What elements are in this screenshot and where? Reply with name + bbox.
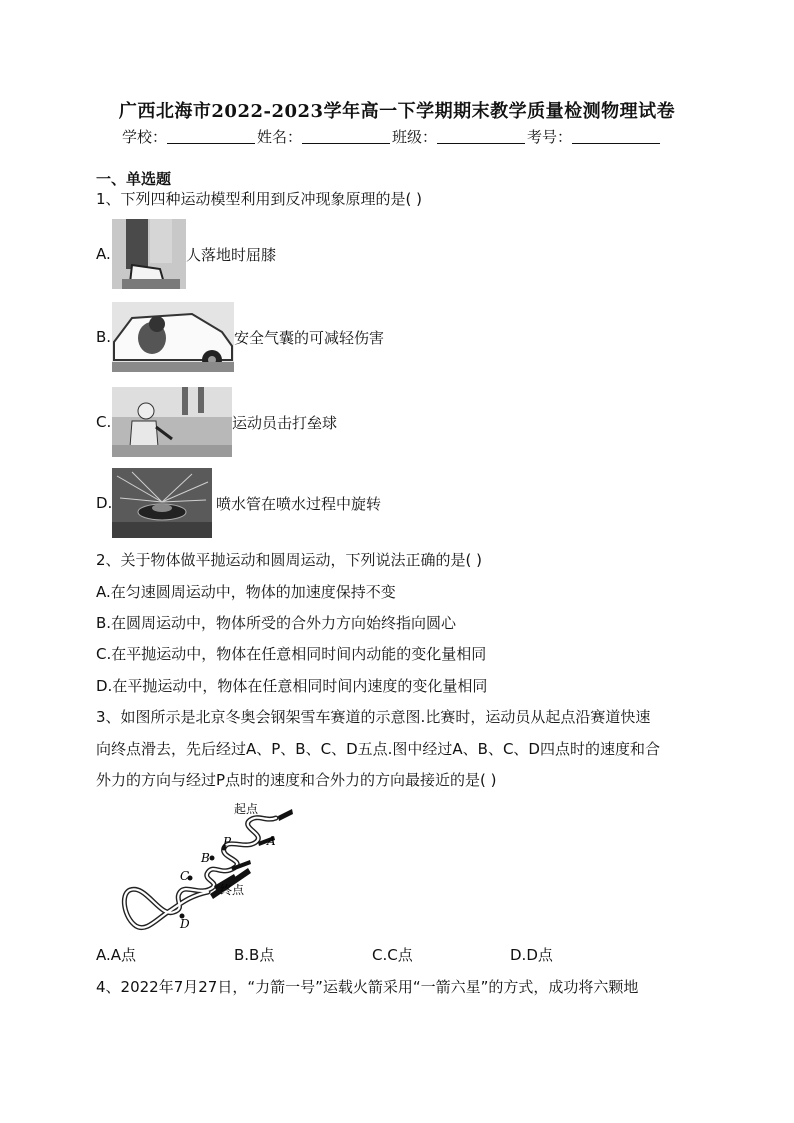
label-a: A	[267, 834, 276, 848]
q1-option-d	[96, 468, 381, 538]
q1-option-a	[96, 219, 276, 289]
point-b-dot	[210, 856, 215, 861]
exam-no-blank	[572, 129, 660, 144]
page-title: 广西北海市2022-2023学年高一下学期期末教学质量检测物理试卷	[118, 101, 676, 122]
class-label: 班级：	[392, 128, 438, 146]
start-label: 起点	[234, 802, 259, 816]
exam-no-label: 考号：	[527, 128, 573, 146]
q1-option-b-letter: B.	[96, 328, 112, 346]
sprinkler-photo	[112, 468, 212, 538]
school-blank	[167, 129, 255, 144]
q3-option-d: D.D点	[510, 946, 553, 964]
question-4-line-1: 4、2022年7月27日，“力箭一号”运载火箭采用“一箭六星”的方式，成功将六颗地	[96, 978, 639, 996]
question-3-line-2: 向终点滑去，先后经过A、P、B、C、D五点.图中经过A、B、C、D四点时的速度和合	[96, 740, 660, 758]
school-label: 学校：	[122, 128, 168, 146]
q1-option-b-text: 安全气囊的可减轻伤害	[234, 328, 385, 347]
name-label: 姓名：	[257, 128, 303, 146]
q2-option-b: B.在圆周运动中，物体所受的合外力方向始终指向圆心	[96, 614, 457, 632]
landing-knees-photo	[112, 219, 186, 289]
end-label: 终点	[220, 883, 245, 897]
bobsleigh-track-diagram	[116, 800, 306, 936]
q2-option-d: D.在平抛运动中，物体在任意相同时间内速度的变化量相同	[96, 677, 488, 695]
question-3-line-1: 3、如图所示是北京冬奥会钢架雪车赛道的示意图.比赛时，运动员从起点沿赛道快速	[96, 708, 651, 726]
label-c: C	[180, 869, 190, 883]
q1-option-a-text: 人落地时屈膝	[186, 245, 277, 264]
q3-option-a: A.A点	[96, 946, 137, 964]
q1-option-c	[96, 387, 337, 457]
student-info-line	[122, 126, 662, 147]
name-blank	[302, 129, 390, 144]
section-title: 一、单选题	[96, 170, 172, 188]
class-blank	[437, 129, 525, 144]
q1-option-a-letter: A.	[96, 245, 111, 263]
point-p-dot	[232, 866, 237, 871]
start-marker	[278, 809, 293, 821]
q3-options	[96, 944, 648, 965]
question-3-line-3: 外力的方向与经过P点时的速度和合外力的方向最接近的是( )	[96, 771, 497, 789]
q1-option-d-text: 喷水管在喷水过程中旋转	[216, 494, 382, 513]
q3-option-c: C.C点	[372, 946, 413, 964]
q2-option-a: A.在匀速圆周运动中，物体的加速度保持不变	[96, 583, 396, 601]
airbag-crash-photo	[112, 302, 234, 372]
label-d: D	[180, 917, 190, 931]
batting-photo	[112, 387, 232, 457]
label-b: B	[201, 851, 210, 865]
q1-option-c-text: 运动员击打垒球	[232, 413, 338, 432]
q3-option-b: B.B点	[234, 946, 275, 964]
q1-option-c-letter: C.	[96, 413, 112, 431]
label-p: P	[223, 835, 232, 849]
question-1-stem: 1、下列四种运动模型利用到反冲现象原理的是( )	[96, 190, 423, 208]
q1-option-d-letter: D.	[96, 494, 113, 512]
q1-option-b	[96, 302, 384, 372]
q2-option-c: C.在平抛运动中，物体在任意相同时间内动能的变化量相同	[96, 645, 487, 663]
question-2-stem: 2、关于物体做平抛运动和圆周运动，下列说法正确的是( )	[96, 551, 483, 569]
